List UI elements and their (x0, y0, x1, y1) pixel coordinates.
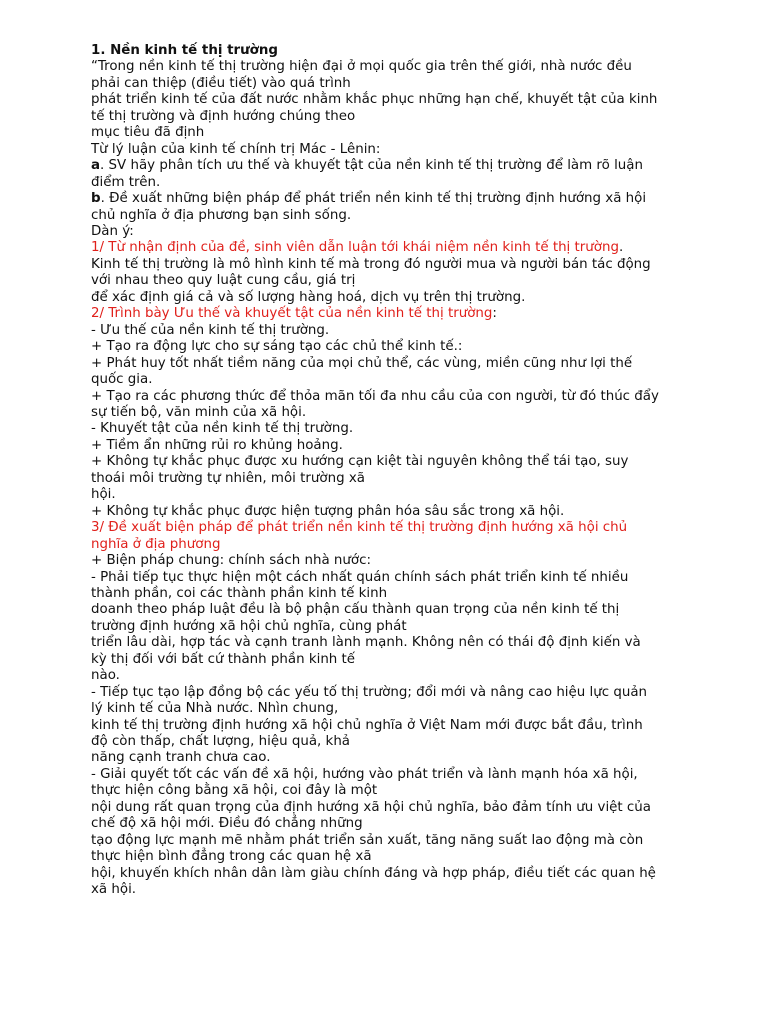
text-run: thành phần, coi các thành phần kinh tế kinh (91, 585, 388, 601)
text-line (91, 76, 686, 92)
text-line (91, 454, 686, 470)
text-run: : (492, 306, 497, 322)
text-line (91, 767, 686, 783)
text-run: chế độ xã hội mới. Điều đó chẳng những (91, 816, 363, 832)
text-run: năng cạnh tranh chưa cao. (91, 750, 271, 766)
text-run: thoái môi trường tự nhiên, môi trường xã (91, 470, 365, 486)
text-line (91, 109, 686, 125)
text-run: kinh tế thị trường định hướng xã hội chủ nghĩa ở Việt Nam mới được bắt đầu, trình (91, 717, 643, 733)
text-run: xã hội. (91, 882, 137, 898)
text-line (91, 537, 686, 553)
text-run: - Phải tiếp tục thực hiện một cách nhất quán chính sách phát triển kinh tế nhiều (91, 569, 629, 585)
text-run: mục tiêu đã định (91, 125, 205, 141)
text-line (91, 290, 686, 306)
text-run: hội. (91, 487, 116, 503)
text-line (91, 389, 686, 405)
text-run: thực hiện bình đẳng trong các quan hệ xã (91, 849, 372, 865)
text-line (91, 635, 686, 651)
text-line (91, 43, 686, 59)
text-line (91, 224, 686, 240)
text-line (91, 273, 686, 289)
text-line (91, 685, 686, 701)
text-line (91, 191, 686, 207)
text-run: 1/ Từ nhận định của đề, sinh viên dẫn luận tới khái niệm nền kinh tế thị trường (91, 240, 619, 256)
text-line (91, 800, 686, 816)
text-run: điểm trên. (91, 174, 161, 190)
text-run: . SV hãy phân tích ưu thế và khuyết tật của nền kinh tế thị trường để làm rõ luận (100, 158, 643, 174)
text-run: Kinh tế thị trường là mô hình kinh tế mà trong đó người mua và người bán tác động (91, 256, 651, 272)
text-run: Từ lý luận của kinh tế chính trị Mác - Lênin: (91, 141, 381, 157)
text-line (91, 619, 686, 635)
text-run: . Đề xuất những biện pháp để phát triển nền kinh tế thị trường định hướng xã hội (100, 191, 647, 207)
text-run: + Tiềm ẩn những rủi ro khủng hoảng. (91, 437, 343, 453)
text-line (91, 586, 686, 602)
text-line (91, 816, 686, 832)
text-run: hội, khuyến khích nhân dân làm giàu chính đáng và hợp pháp, điều tiết các quan hệ (91, 865, 656, 881)
text-line (91, 306, 686, 322)
text-run: nào. (91, 668, 120, 684)
text-line (91, 158, 686, 174)
text-run: . (618, 240, 624, 256)
text-run: - Khuyết tật của nền kinh tế thị trường. (91, 421, 354, 437)
text-run: 1. Nền kinh tế thị trường (91, 43, 278, 58)
text-run: với nhau theo quy luật cung cầu, giá trị (91, 273, 356, 289)
text-run: nội dung rất quan trọng của định hướng xã hội chủ nghĩa, bảo đảm tính ưu việt của (91, 799, 651, 815)
text-run: “Trong nền kinh tế thị trường hiện đại ở mọi quốc gia trên thế giới, nhà nước đều (91, 59, 632, 75)
text-line (91, 866, 686, 882)
text-run: sự tiến bộ, văn minh của xã hội. (91, 404, 307, 420)
text-run: b (91, 191, 101, 207)
text-run: kỳ thị đối với bất cứ thành phần kinh tế (91, 651, 356, 667)
text-line (91, 750, 686, 766)
text-run: chủ nghĩa ở địa phương bạn sinh sống. (91, 207, 352, 223)
text-run: + Không tự khắc phục được hiện tượng phân hóa sâu sắc trong xã hội. (91, 503, 565, 519)
text-line (91, 405, 686, 421)
text-line (91, 257, 686, 273)
text-line (91, 487, 686, 503)
text-line (91, 356, 686, 372)
text-run: trường định hướng xã hội chủ nghĩa, cùng phát (91, 618, 407, 634)
text-line (91, 339, 686, 355)
text-run: 2/ Trình bày Ưu thế và khuyết tật của nền kinh tế thị trường (91, 306, 493, 322)
text-line (91, 421, 686, 437)
text-line (91, 92, 686, 108)
text-line (91, 208, 686, 224)
text-line (91, 783, 686, 799)
text-run: thực hiện công bằng xã hội, coi đây là một (91, 783, 378, 799)
text-run: phát triển kinh tế của đất nước nhằm khắc phục những hạn chế, khuyết tật của kinh (91, 92, 658, 108)
text-line (91, 652, 686, 668)
text-run: phải can thiệp (điều tiết) vào quá trình (91, 75, 351, 91)
text-line (91, 718, 686, 734)
text-line (91, 323, 686, 339)
text-line (91, 520, 686, 536)
text-run: doanh theo pháp luật đều là bộ phận cấu thành quan trọng của nền kinh tế thị (91, 602, 620, 618)
text-line (91, 734, 686, 750)
text-run: + Tạo ra các phương thức để thỏa mãn tối đa nhu cầu của con người, từ đó thúc đẩy (91, 388, 659, 404)
text-run: 3/ Đề xuất biện pháp để phát triển nền kinh tế thị trường định hướng xã hội chủ (91, 520, 628, 536)
text-line (91, 372, 686, 388)
text-line (91, 849, 686, 865)
text-run: - Tiếp tục tạo lập đồng bộ các yếu tố thị trường; đổi mới và nâng cao hiệu lực quản (91, 684, 648, 700)
text-line (91, 570, 686, 586)
text-line (91, 553, 686, 569)
text-run: quốc gia. (91, 372, 153, 388)
text-run: - Giải quyết tốt các vấn đề xã hội, hướng vào phát triển và lành mạnh hóa xã hội, (91, 766, 638, 782)
text-line (91, 882, 686, 898)
text-run: tế thị trường và định hướng chúng theo (91, 108, 356, 124)
text-run: + Không tự khắc phục được xu hướng cạn kiệt tài nguyên không thể tái tạo, suy (91, 454, 629, 470)
text-line (91, 175, 686, 191)
text-line (91, 471, 686, 487)
text-line (91, 125, 686, 141)
text-line (91, 668, 686, 684)
text-run: a (91, 158, 101, 174)
text-run: + Tạo ra động lực cho sự sáng tạo các chủ thể kinh tế.: (91, 339, 463, 355)
text-line (91, 602, 686, 618)
text-run: + Biện pháp chung: chính sách nhà nước: (91, 553, 371, 569)
text-run: triển lâu dài, hợp tác và cạnh tranh lành mạnh. Không nên có thái độ định kiến và (91, 635, 641, 651)
text-run: + Phát huy tốt nhất tiềm năng của mọi chủ thể, các vùng, miền cũng như lợi thế (91, 355, 633, 371)
text-run: để xác định giá cả và số lượng hàng hoá, dịch vụ trên thị trường. (91, 289, 526, 305)
text-line (91, 701, 686, 717)
text-line (91, 142, 686, 158)
text-line (91, 59, 686, 75)
text-line (91, 438, 686, 454)
text-line (91, 504, 686, 520)
text-run: Dàn ý: (91, 223, 134, 239)
text-line (91, 833, 686, 849)
text-run: tạo động lực mạnh mẽ nhằm phát triển sản xuất, tăng năng suất lao động mà còn (91, 832, 644, 848)
text-run: độ còn thấp, chất lượng, hiệu quả, khả (91, 734, 351, 750)
text-run: lý kinh tế của Nhà nước. Nhìn chung, (91, 701, 339, 717)
text-line (91, 240, 686, 256)
text-run: - Ưu thế của nền kinh tế thị trường. (91, 322, 330, 338)
text-run: nghĩa ở địa phương (91, 536, 221, 552)
